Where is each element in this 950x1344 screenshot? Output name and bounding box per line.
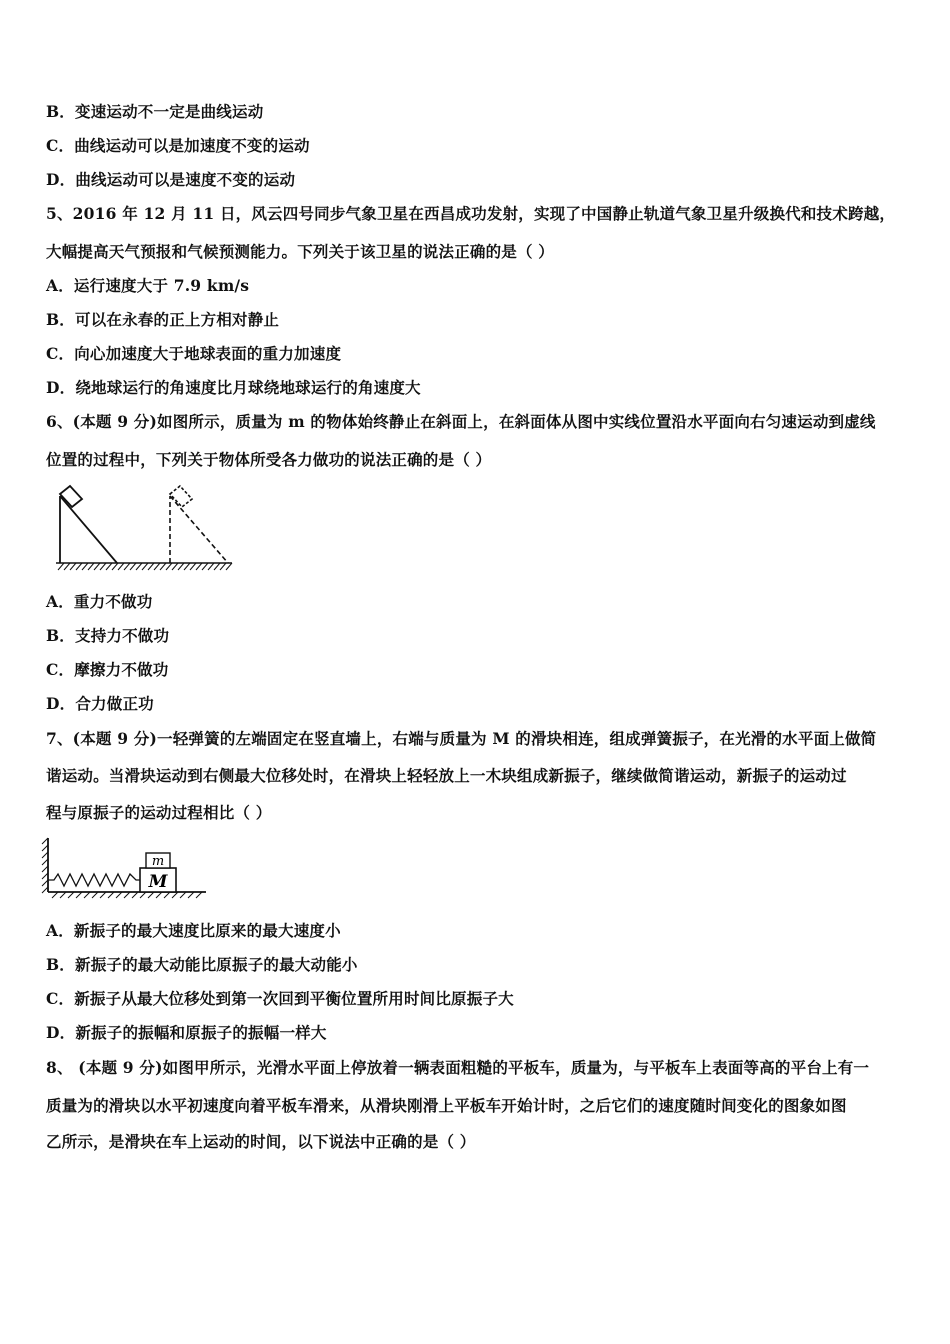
spring (48, 874, 142, 886)
q5-option-d: D．绕地球运行的角速度比月球绕地球运行的角速度大 (46, 378, 421, 397)
q7-stem-line3: 程与原振子的运动过程相比（ ） (46, 803, 272, 822)
q5-option-c: C．向心加速度大于地球表面的重力加速度 (46, 344, 342, 363)
floor-hatch (52, 892, 202, 898)
block-solid (60, 486, 82, 507)
ground-hatch (58, 563, 232, 570)
q6-stem-line2: 位置的过程中，下列关于物体所受各力做功的说法正确的是（ ） (46, 450, 492, 469)
q7-stem-line1: 7、(本题 9 分)一轻弹簧的左端固定在竖直墙上，右端与质量为 M 的滑块相连，组成弹簧振子，在光滑的水平面上做简 (46, 729, 877, 748)
q4-option-d: D．曲线运动可以是速度不变的运动 (46, 170, 296, 189)
q6-option-b: B．支持力不做功 (46, 626, 170, 645)
q4-option-b: B．变速运动不一定是曲线运动 (46, 102, 264, 121)
q5-option-a: A．运行速度大于 7.9 km/s (46, 276, 250, 295)
wall-hatch (42, 838, 48, 893)
q8-stem-line3: 乙所示，是滑块在车上运动的时间，以下说法中正确的是（ ） (46, 1132, 476, 1151)
q7-stem-line2: 谐运动。当滑块运动到右侧最大位移处时，在滑块上轻轻放上一木块组成新振子，继续做简谐运动，新振子的运动过 (46, 766, 847, 785)
q7-spring-oscillator-figure (40, 834, 212, 900)
incline-solid (60, 496, 117, 563)
q7-option-d: D．新振子的振幅和原振子的振幅一样大 (46, 1023, 327, 1042)
q6-option-d: D．合力做正功 (46, 694, 154, 713)
q6-option-a: A．重力不做功 (46, 592, 153, 611)
q7-option-a: A．新振子的最大速度比原来的最大速度小 (46, 921, 341, 940)
block-M-label: M (148, 872, 168, 892)
q5-option-b: B．可以在永春的正上方相对静止 (46, 310, 280, 329)
q6-incline-figure (50, 482, 240, 574)
block-dashed (170, 486, 192, 507)
q5-stem-line1: 5、2016 年 12 月 11 日，风云四号同步气象卫星在西昌成功发射，实现了中国静止轨道气象卫星升级换代和技术跨越， (46, 204, 896, 223)
block-m-label: m (151, 854, 165, 869)
q6-stem-line1: 6、(本题 9 分)如图所示，质量为 m 的物体始终静止在斜面上，在斜面体从图中实线位置沿水平面向右匀速运动到虚线 (46, 412, 876, 431)
q7-option-c: C．新振子从最大位移处到第一次回到平衡位置所用时间比原振子大 (46, 989, 514, 1008)
q8-stem-line1: 8、 (本题 9 分)如图甲所示，光滑水平面上停放着一辆表面粗糙的平板车，质量为，与平板车上表面等高的平台上有一 (46, 1058, 870, 1077)
q6-option-c: C．摩擦力不做功 (46, 660, 169, 679)
q7-option-b: B．新振子的最大动能比原振子的最大动能小 (46, 955, 358, 974)
q4-option-c: C．曲线运动可以是加速度不变的运动 (46, 136, 310, 155)
incline-dashed (170, 496, 228, 563)
q5-stem-line2: 大幅提高天气预报和气候预测能力。下列关于该卫星的说法正确的是（ ） (46, 242, 554, 261)
q8-stem-line2: 质量为的滑块以水平初速度向着平板车滑来，从滑块刚滑上平板车开始计时，之后它们的速度随时间变化的图象如图 (46, 1096, 847, 1115)
